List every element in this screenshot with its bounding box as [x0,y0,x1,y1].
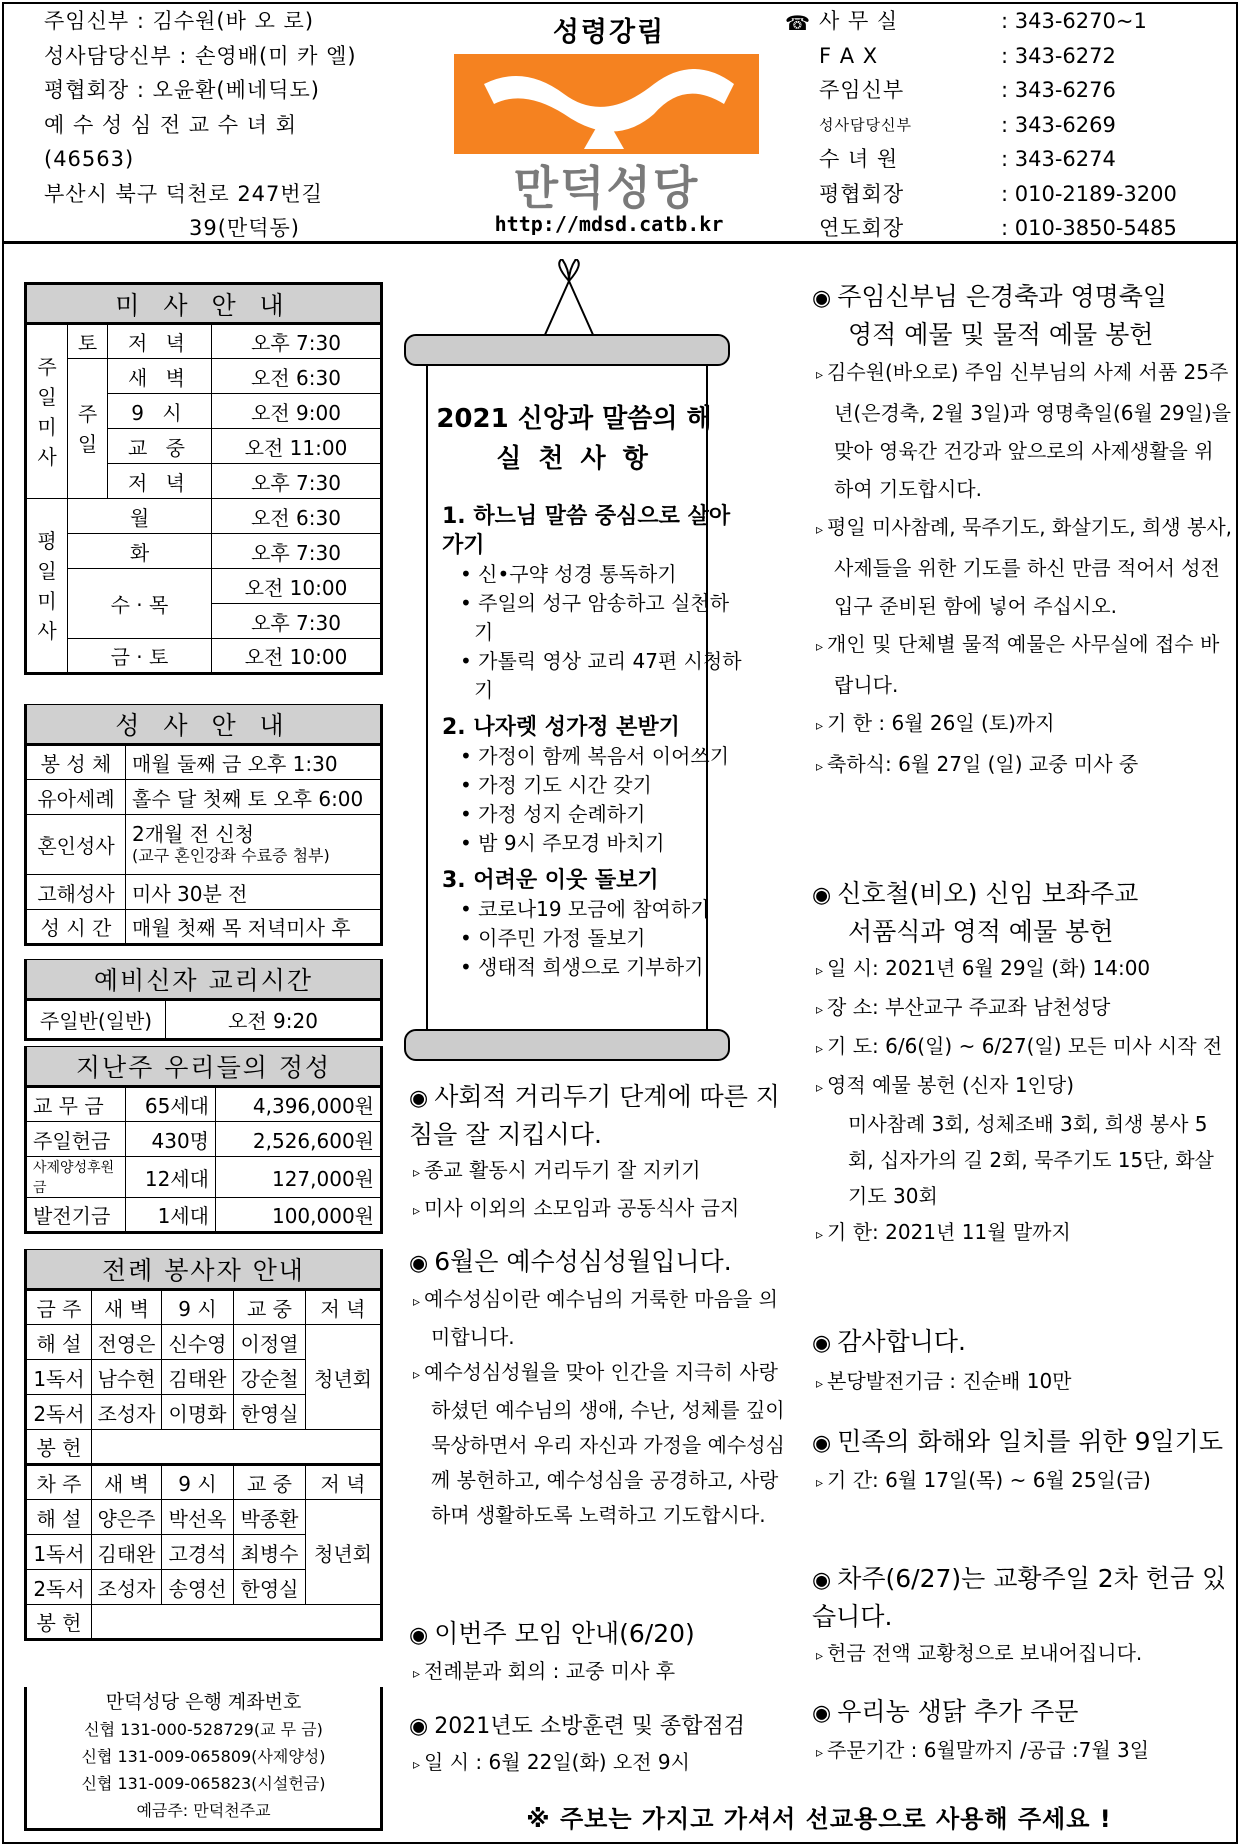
mass-time: 오후 7:30 [211,324,381,359]
sacrament-name: 성 시 간 [26,910,126,945]
notice-item: ▹ 예수성심성월을 맞아 인간을 지극히 사랑하셨던 예수님의 생애, 수난, 성체를 깊이 묵상하면서 우리 자신과 가정을 예수성심께 봉헌하고, 예수성심을 공경하고, 사랑하며 생활하도록 노력하고 기도합시다. [409,1355,794,1533]
bank-account-line: 신협 131-009-065809(사제양성) [81,1747,326,1766]
servers-head: 금 주 [26,1290,92,1325]
contact-row: 수 녀 원 : 343-6274 [819,147,1116,171]
offering-count: 12세대 [126,1157,216,1198]
notice-subheading: 영적 예물 및 물적 예물 봉헌 [848,320,1154,349]
bank-account-title: 만덕성당 은행 계좌번호 [105,1691,302,1713]
notice-item: ▹ 평일 미사참례, 묵주기도, 화살기도, 희생 봉사, 사제들을 위한 기도를 하신 만큼 적어서 성전 입구 준비된 함에 넣어 주십시오. [812,508,1232,625]
servers-head: 교 중 [234,1465,306,1500]
offering-count: 65세대 [126,1087,216,1122]
target-bullet-icon: ◉ [812,883,832,908]
bank-account-line: 신협 131-000-528729(교 무 금) [84,1720,323,1739]
mass-time: 오전 6:30 [211,499,381,534]
practice-heading: 1. 하느님 말씀 중심으로 살아가기 [442,504,731,558]
server-role: 1독서 [26,1360,92,1395]
notice-item: ▹ 개인 및 단체별 물적 예물은 사무실에 접수 바랍니다. [812,625,1232,704]
practice-heading: 3. 어려운 이웃 돌보기 [442,868,659,893]
sacrament-name: 혼인성사 [26,815,126,875]
catechumen-time: 오전 9:20 [166,1000,382,1040]
sacrament-table [24,704,383,946]
mass-schedule-table [24,282,383,675]
notice-pope-sunday [812,1561,1232,1674]
server-name: 김태완 [162,1360,234,1395]
practice-item: • 생태적 희생으로 기부하기 [442,953,742,982]
footer-note: ※ 주보는 가지고 가셔서 선교용으로 사용해 주세요 ! [526,1805,1112,1833]
target-bullet-icon: ◉ [409,1251,429,1276]
servers-head: 9 시 [162,1290,234,1325]
offering-count: 1세대 [126,1198,216,1233]
header [4,4,1236,244]
notice-item: ▹ 주문기간 : 6월말까지 /공급 :7월 3일 [812,1732,1232,1771]
offering-table [24,1046,383,1234]
mass-time: 오전 10:00 [211,569,381,604]
bank-account-box [24,1687,383,1831]
offering-amount: 4,396,000원 [216,1087,382,1122]
weekday-slot: 화 [68,534,212,569]
servers-head: 저 녁 [306,1465,382,1500]
server-name: 박종환 [234,1500,306,1535]
servers-head: 9 시 [162,1465,234,1500]
sisters-line: 예 수 성 심 전 교 수 녀 회 [44,112,297,137]
account-holder: 예금주: 만덕천주교 [136,1801,271,1820]
servers-title: 전례 봉사자 안내 [26,1250,382,1290]
practice-item: • 주일의 성구 암송하고 실천하기 [442,589,742,647]
sacrament-name: 봉 성 체 [26,745,126,780]
notice-item: ▹ 전례분과 회의 : 교중 미사 후 [409,1654,794,1692]
bank-account-line: 신협 131-009-065823(시설헌금) [81,1774,326,1793]
offering-amount: 100,000원 [216,1198,382,1233]
notice-thanks [812,1324,1232,1403]
weekday-mass-label: 평 일 미 사 [26,499,68,674]
contact-row: 평협회장 : 010-2189-3200 [819,181,1177,206]
contact-row: F A X : 343-6272 [819,43,1116,68]
website-link[interactable]: http://mdsd.catb.kr [494,212,724,236]
notice-heading: ◉ 신호철(비오) 신임 보좌주교 [812,879,1139,908]
server-role: 봉 헌 [26,1430,92,1465]
practice-heading: 2. 나자렛 성가정 본받기 [442,715,680,740]
servers-head: 새 벽 [92,1290,162,1325]
sacrament-info: 매월 첫째 목 저녁미사 후 [126,910,382,945]
target-bullet-icon: ◉ [812,1331,832,1356]
address-line-2: 39(만덕동) [189,216,300,240]
server-name: 박선옥 [162,1500,234,1535]
sacrament-info: 홀수 달 첫째 토 오후 6:00 [126,780,382,815]
scroll-bottom-rod [404,1029,730,1061]
weekday-slot: 금 · 토 [68,639,212,674]
notice-heading: ◉ 6월은 예수성심성월입니다. [409,1247,732,1276]
sacrament-info: 미사 30분 전 [126,875,382,910]
target-bullet-icon: ◉ [409,1623,429,1648]
target-bullet-icon: ◉ [812,1431,832,1456]
target-bullet-icon: ◉ [409,1714,429,1739]
notice-item: ▹ 기 한: 2021년 11월 말까지 [812,1214,1232,1253]
telephone-icon: ☎ [785,11,810,35]
notice-item: ▹ 김수원(바오로) 주임 신부님의 사제 서품 25주년(은경축, 2월 3일)과 영명축일(6월 29일)을 맞아 영육간 건강과 앞으로의 사제생활을 위하여 기도합시다. [812,353,1232,508]
notice-subheading: 서품식과 영적 예물 봉헌 [848,917,1114,946]
notice-item: ▹ 본당발전기금 : 진순배 10만 [812,1362,1232,1403]
notice-meeting [409,1616,794,1692]
mass-time: 오전 6:30 [211,359,381,394]
notice-item: ▹ 미사 이외의 소모임과 공동식사 금지 [409,1191,794,1229]
server-role: 해 설 [26,1500,92,1535]
practice-list [442,494,742,982]
offering-detail: 미사참례 3회, 성체조배 3회, 희생 봉사 5회, 십자가의 길 2회, 묵주기도 15단, 화살기도 30회 [848,1112,1214,1208]
contact-row: 주임신부 : 343-6276 [819,78,1116,102]
server-name: 전영은 [92,1325,162,1360]
servers-head: 저 녁 [306,1290,382,1325]
mass-title: 미 사 안 내 [26,284,382,324]
practice-item: • 가정 기도 시간 갖기 [442,771,742,800]
contact-row: 사 무 실 : 343-6270~1 [819,9,1147,33]
server-role: 봉 헌 [26,1605,92,1640]
server-name: 김태완 [92,1535,162,1570]
sacrament-info: 2개월 전 신청 (교구 혼인강좌 수료증 첨부) [126,815,382,875]
mass-time: 오전 10:00 [211,639,381,674]
server-name: 조성자 [92,1395,162,1430]
sunday-mass-label: 주 일 미 사 [26,324,68,499]
sacrament-name: 고해성사 [26,875,126,910]
server-name: 한영실 [234,1570,306,1605]
weekday-slot: 월 [68,499,212,534]
notice-item: ▹ 일 시 : 6월 22일(화) 오전 9시 [409,1745,794,1783]
target-bullet-icon: ◉ [812,1568,832,1593]
servers-head: 차 주 [26,1465,92,1500]
notice-heading: ◉ 사회적 거리두기 단계에 따른 지침을 잘 지킵시다. [409,1082,780,1149]
sacrament-name: 유아세례 [26,780,126,815]
mass-time: 오전 11:00 [211,429,381,464]
server-name: 최병수 [234,1535,306,1570]
sacrament-title: 성 사 안 내 [26,705,382,745]
servers-head: 교 중 [234,1290,306,1325]
notice-bishop [812,876,1232,1253]
notice-item: ▹ 헌금 전액 교황청으로 보내어집니다. [812,1635,1232,1674]
confessor-line: 성사담당신부 : 손영배(미 카 엘) [44,43,357,68]
notice-item: ▹ 기 간: 6월 17일(목) ~ 6월 25일(금) [812,1462,1232,1501]
offering-name: 교 무 금 [26,1087,126,1122]
notice-fire-drill [409,1709,794,1783]
parish-name: 만덕성당 [513,161,700,215]
server-name: 고경석 [162,1535,234,1570]
target-bullet-icon: ◉ [812,286,832,311]
server-name: 남수현 [92,1360,162,1395]
contact-row: 연도회장 : 010-3850-5485 [819,216,1177,240]
catechumen-class: 주일반(일반) [26,1000,166,1040]
servers-head: 새 벽 [92,1465,162,1500]
pastor-line: 주임신부 : 김수원(바 오 로) [44,9,315,33]
notice-item: ▹ 장 소: 부산교구 주교좌 남천성당 [812,989,1232,1028]
practice-item: • 가정 성지 순례하기 [442,800,742,829]
target-bullet-icon: ◉ [409,1086,429,1111]
server-evening: 청년회 [306,1325,382,1430]
saturday-label: 토 [68,324,108,359]
notice-heading: ◉ 2021년도 소방훈련 및 종합점검 [409,1714,745,1739]
mass-slot: 저 녁 [108,324,212,359]
weekday-slot: 수 · 목 [68,569,212,639]
mass-time: 오후 7:30 [211,604,381,639]
scroll-title: 2021 신앙과 말씀의 해 실 천 사 항 [436,404,712,474]
offering-name: 사제양성후원금 [26,1157,126,1198]
header-left-info [44,4,357,246]
scroll-top-rod [404,334,730,366]
sacrament-info: 매월 둘째 금 오후 1:30 [126,745,382,780]
notice-distancing [409,1079,794,1229]
server-name: 이명화 [162,1395,234,1430]
server-name: 양은주 [92,1500,162,1535]
pentecost-title: 성령강림 [552,17,666,48]
mass-slot: 9 시 [108,394,212,429]
server-name: 한영실 [234,1395,306,1430]
notice-jubilee [812,279,1232,786]
catechumen-table [24,959,383,1041]
offering-title: 지난주 우리들의 정성 [26,1047,382,1087]
notice-item: ▹ 종교 활동시 거리두기 잘 지키기 [409,1153,794,1191]
server-role: 1독서 [26,1535,92,1570]
offering-name: 주일헌금 [26,1122,126,1157]
notice-item: ▹ 기 도: 6/6(일) ~ 6/27(일) 모든 미사 시작 전 [812,1028,1232,1067]
mass-time: 오후 7:30 [211,534,381,569]
mass-slot: 교 중 [108,429,212,464]
bulletin-page [2,2,1238,1844]
offering-name: 발전기금 [26,1198,126,1233]
offering-count: 430명 [126,1122,216,1157]
server-role: 2독서 [26,1395,92,1430]
mass-slot: 새 벽 [108,359,212,394]
notice-chicken-order [812,1694,1232,1771]
server-name: 송영선 [162,1570,234,1605]
notice-heading: ◉ 감사합니다. [812,1327,966,1356]
header-contacts [785,4,1177,246]
header-logo-area [444,4,774,240]
notice-reconciliation [812,1424,1232,1501]
mass-time: 오후 7:30 [211,464,381,499]
notice-item: ▹ 기 한 : 6월 26일 (토)까지 [812,704,1232,745]
sunday-label: 주 일 [68,359,108,499]
scroll-ribbon-icon [534,259,604,339]
practice-item: • 코로나19 모금에 참여하기 [442,895,742,924]
notice-sacred-heart [409,1244,794,1533]
notice-item: ▹ 영적 예물 봉헌 (신자 1인당) [812,1067,1232,1106]
notice-heading: ◉ 민족의 화해와 일치를 위한 9일기도 [812,1427,1223,1456]
server-role: 해 설 [26,1325,92,1360]
notice-item: ▹ 예수성심이란 예수님의 거룩한 마음을 의미합니다. [409,1282,794,1355]
council-line: 평협회장 : 오윤환(베네딕도) [44,78,320,102]
practice-item: • 가정이 함께 복음서 이어쓰기 [442,742,742,771]
practice-item: • 가톨릭 영상 교리 47편 시청하기 [442,647,742,705]
notice-heading: ◉ 차주(6/27)는 교황주일 2차 헌금 있습니다. [812,1564,1227,1631]
mass-slot: 저 녁 [108,464,212,499]
server-name: 이정열 [234,1325,306,1360]
catechumen-title: 예비신자 교리시간 [26,960,382,1000]
practice-item: • 신•구약 성경 통독하기 [442,560,742,589]
mass-time: 오전 9:00 [211,394,381,429]
notice-heading: ◉ 주임신부님 은경축과 영명축일 [812,282,1168,311]
target-bullet-icon: ◉ [812,1701,832,1726]
notice-heading: ◉ 이번주 모임 안내(6/20) [409,1619,695,1648]
server-role: 2독서 [26,1570,92,1605]
server-name: 강순철 [234,1360,306,1395]
contact-row: 성사담당신부 : 343-6269 [819,112,1116,137]
server-evening: 청년회 [306,1500,382,1605]
postal-code: (46563) [44,147,135,171]
practice-item: • 이주민 가정 돌보기 [442,924,742,953]
notice-item: ▹ 축하식: 6월 27일 (일) 교중 미사 중 [812,745,1232,786]
server-name: 조성자 [92,1570,162,1605]
servers-table [24,1249,383,1641]
notice-heading: ◉ 우리농 생닭 추가 주문 [812,1697,1079,1726]
offering-amount: 2,526,600원 [216,1122,382,1157]
address-line: 부산시 북구 덕천로 247번길 [44,181,323,206]
notice-item: ▹ 일 시: 2021년 6월 29일 (화) 14:00 [812,950,1232,989]
server-name: 신수영 [162,1325,234,1360]
offering-amount: 127,000원 [216,1157,382,1198]
practice-item: • 밤 9시 주모경 바치기 [442,829,742,858]
